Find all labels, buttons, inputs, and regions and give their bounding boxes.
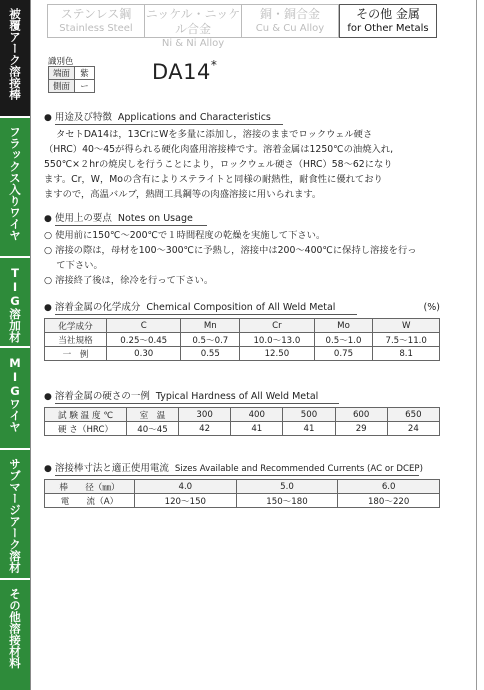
product-name: DA14 [152, 60, 211, 84]
table-header-cell: Mn [181, 319, 240, 333]
tab-nickel-alloy[interactable] [145, 4, 242, 49]
text-line: ますので，高温バルブ，熱間工具鋼等の肉盛溶接に用いられます。 [44, 189, 322, 200]
section-title-en: Applications and Characteristics [117, 112, 271, 123]
table-row-header: 硬 さ（HRC） [45, 422, 127, 436]
tab-stainless-steel[interactable] [47, 4, 145, 38]
tab-label-jp: ニッケル・ニッケル合金 [145, 7, 241, 36]
section-title-en: Notes on Usage [117, 213, 193, 224]
tab-label-en: for Other Metals [347, 23, 429, 34]
table-row-header: 当社規格 [45, 333, 107, 347]
table-header-cell: Cr [240, 319, 314, 333]
section-title-en: Chemical Composition of All Weld Metal [146, 302, 336, 313]
tab-label-jp: 銅・銅合金 [259, 7, 320, 21]
tab-label-en: Stainless Steel [59, 23, 133, 34]
tab-other-metals[interactable] [339, 4, 437, 38]
side-tab-label: フラックス入りワイヤ [8, 126, 22, 241]
table-header-cell: 試 験 温 度 ℃ [45, 408, 127, 422]
table-cell: 24 [387, 422, 439, 436]
side-tab-other-materials[interactable] [0, 580, 30, 690]
table-header-cell: Mo [314, 319, 373, 333]
table-header-cell: 4.0 [135, 480, 237, 494]
category-sidebar [0, 0, 30, 690]
table-header-cell: 5.0 [236, 480, 338, 494]
text-line: 550℃×２hrの焼戻しを行うことにより，ロックウェル硬さ（HRC）58～62になり [44, 159, 393, 170]
table-header-cell: 300 [179, 408, 231, 422]
table-header-cell: W [373, 319, 440, 333]
table-header-cell: C [107, 319, 181, 333]
id-value: ー [75, 80, 95, 93]
unit-label: (%) [423, 302, 440, 313]
text-line: タセトDA14は，13CrにWを多量に添加し，溶接のままでロックウェル硬さ [56, 129, 373, 140]
table-cell: 29 [335, 422, 387, 436]
table-header-cell: 650 [387, 408, 439, 422]
table-row-header: 一 例 [45, 347, 107, 361]
side-tab-submerged-arc[interactable] [0, 450, 30, 580]
table-header-cell: 400 [231, 408, 283, 422]
table-cell: 10.0～13.0 [240, 333, 314, 347]
section-title-jp: 溶着金属の硬さの一例 [54, 391, 150, 402]
usage-notes [44, 228, 417, 288]
bullet-icon: ● [44, 214, 52, 224]
table-cell: 7.5～11.0 [373, 333, 440, 347]
table-row-header: 電 流（A） [45, 494, 135, 508]
table-header-cell: 6.0 [338, 480, 440, 494]
section-heading-hardness [44, 390, 318, 404]
table-cell: 41 [283, 422, 335, 436]
side-tab-label: 被覆アーク溶接棒 [8, 8, 22, 100]
heading-underline [55, 403, 339, 404]
table-cell: 40～45 [127, 422, 179, 436]
side-tab-covered-electrode[interactable] [0, 0, 30, 118]
note-line: ○ 使用前に150℃～200℃で１時間程度の乾燥を実施して下さい。 [44, 230, 326, 241]
bullet-icon: ● [44, 303, 52, 313]
table-row [45, 494, 440, 508]
side-tab-label: サブマージアーク溶材 [8, 458, 22, 573]
heading-underline [55, 225, 207, 226]
text-line: ます。Cr，W，Moの含有によりステライトと同様の耐熱性，耐食性に優れており [44, 174, 383, 185]
table-row [49, 67, 95, 80]
id-color-table [48, 66, 95, 93]
section-title-jp: 溶接棒寸法と適正使用電流 [54, 463, 169, 474]
tab-label-jp: ステンレス鋼 [60, 7, 132, 21]
bullet-icon: ● [44, 392, 52, 402]
section-title-en: Sizes Available and Recommended Currents (AC or DCEP) [174, 464, 423, 474]
note-line: ○ 溶接の際は，母材を100～300℃に予熱し，溶接中は200～400℃に保持し溶接を行っ [44, 245, 417, 256]
section-title-jp: 溶着金属の化学成分 [54, 302, 141, 313]
product-mark: * [210, 58, 218, 72]
table-cell: 150～180 [236, 494, 338, 508]
side-tab-label: その他溶接材料 [8, 588, 22, 669]
table-cell: 41 [231, 422, 283, 436]
page-divider [30, 0, 31, 690]
table-cell: 180～220 [338, 494, 440, 508]
heading-underline [55, 314, 357, 315]
tab-copper-alloy[interactable] [242, 4, 339, 38]
table-cell: 0.5～0.7 [181, 333, 240, 347]
id-key: 側面 [49, 80, 75, 93]
hardness-table [44, 407, 440, 436]
table-row [45, 333, 440, 347]
id-color-label: 識別色 [48, 57, 74, 67]
side-tab-mig-wire[interactable] [0, 348, 30, 450]
table-cell: 0.25～0.45 [107, 333, 181, 347]
section-heading-chemical [44, 301, 440, 315]
section-heading-usage [44, 212, 193, 226]
table-cell: 0.55 [181, 347, 240, 361]
page-divider [476, 0, 477, 690]
table-cell: 0.30 [107, 347, 181, 361]
note-line: て下さい。 [44, 260, 103, 271]
chemical-table [44, 318, 440, 361]
tab-label-en: Ni & Ni Alloy [161, 38, 225, 49]
metal-category-tabs [47, 4, 437, 49]
table-header-cell: 化学成分 [45, 319, 107, 333]
sizes-table [44, 479, 440, 508]
product-title [152, 60, 217, 84]
tab-label-jp: その他 金属 [356, 7, 420, 21]
section-heading-sizes [44, 462, 423, 476]
section-heading-applications [44, 111, 271, 125]
table-header-cell: 500 [283, 408, 335, 422]
table-cell: 12.50 [240, 347, 314, 361]
heading-underline [55, 124, 283, 125]
table-row [45, 347, 440, 361]
heading-underline [55, 475, 419, 476]
bullet-icon: ● [44, 464, 52, 474]
table-cell: 0.75 [314, 347, 373, 361]
table-cell: 42 [179, 422, 231, 436]
text-line: （HRC）40～45が得られる硬化肉盛用溶接棒です。溶着金属は1250℃の油焼入れ, [44, 144, 394, 155]
table-cell: 8.1 [373, 347, 440, 361]
table-row [45, 422, 440, 436]
applications-text [44, 127, 452, 202]
table-row [49, 80, 95, 93]
side-tab-flux-cored-wire[interactable] [0, 118, 30, 258]
table-row [45, 408, 440, 422]
note-line: ○ 溶接終了後は，徐冷を行って下さい。 [44, 275, 214, 286]
table-header-cell: 室 温 [127, 408, 179, 422]
section-title-jp: 用途及び特徴 [54, 112, 112, 123]
section-title-en: Typical Hardness of All Weld Metal [155, 391, 319, 402]
table-cell: 120～150 [135, 494, 237, 508]
side-tab-tig-filler[interactable] [0, 258, 30, 348]
bullet-icon: ● [44, 113, 52, 123]
id-value: 紫 [75, 67, 95, 80]
id-key: 端面 [49, 67, 75, 80]
section-title-jp: 使用上の要点 [54, 213, 112, 224]
table-row [45, 319, 440, 333]
table-cell: 0.5～1.0 [314, 333, 373, 347]
tab-label-en: Cu & Cu Alloy [255, 23, 325, 34]
side-tab-label: TIG溶加材 [8, 266, 22, 343]
side-tab-label: MIGワイヤ [8, 356, 22, 433]
table-header-cell: 棒 径（㎜） [45, 480, 135, 494]
table-row [45, 480, 440, 494]
table-header-cell: 600 [335, 408, 387, 422]
